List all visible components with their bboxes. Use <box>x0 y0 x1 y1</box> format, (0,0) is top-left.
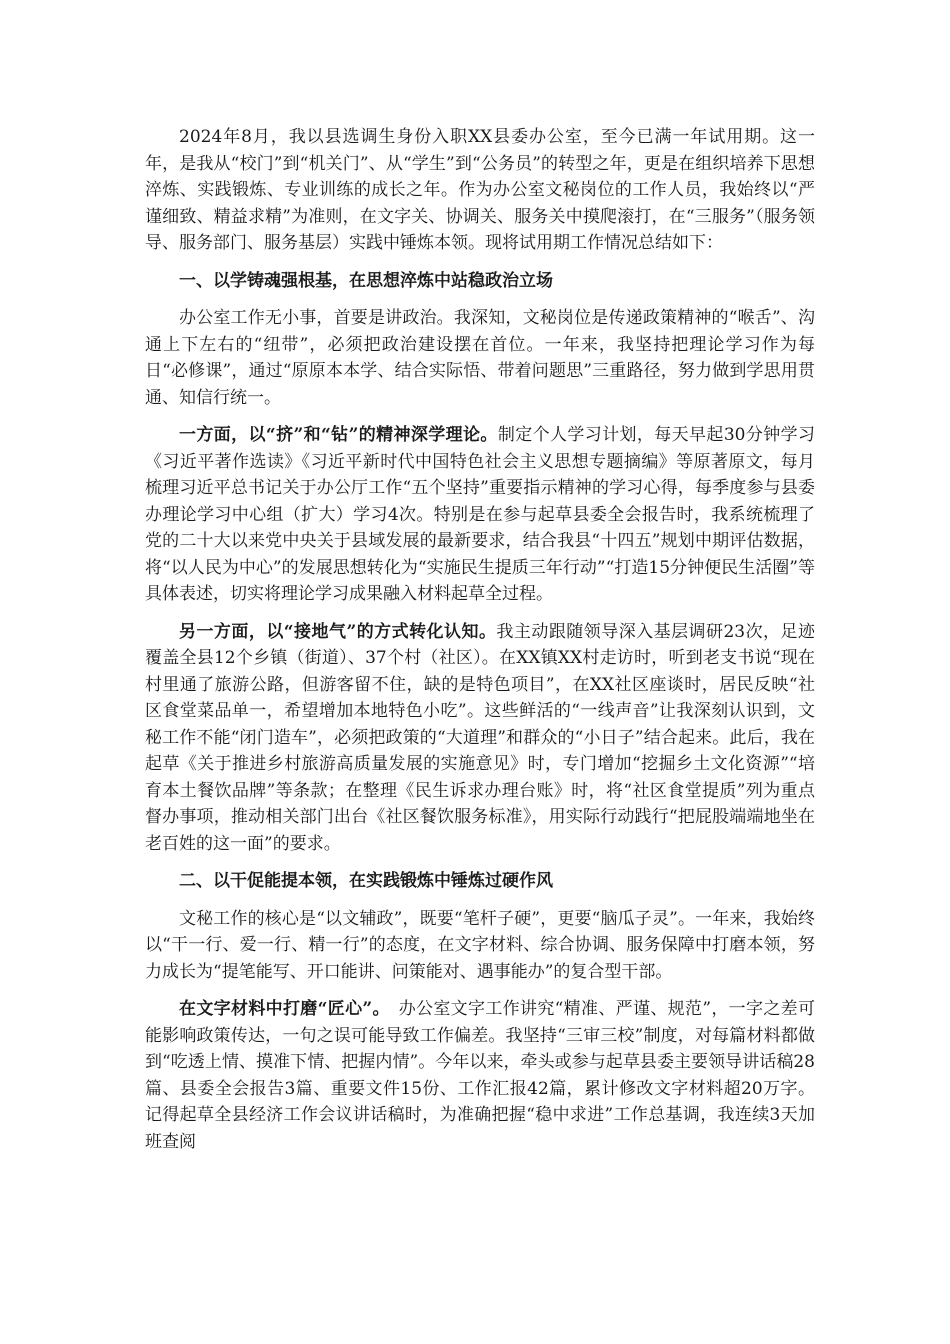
section-1-paragraph-2 <box>145 619 815 858</box>
section-2-paragraph-1-body: 办公室文字工作讲究“精准、严谨、规范”，一字之差可能影响政策传达，一句之误可能导致工作偏差。我坚持“三审三校”制度，对每篇材料都做到“吃透上情、摸准下情、把握内情”。今年以来，牵头或参与起草县委主要领导讲话稿28篇、县委全会报告3篇、重要文件15份、工作汇报42篇，累计修改文字材料超20万字。记得起草全县经济工作会议讲话稿时，为准确把握“稳中求进”工作总基调，我连续3天加班查阅 <box>145 999 815 1152</box>
section-1-paragraph-2-body: 我主动跟随领导深入基层调研23次，足迹覆盖全县12个乡镇（街道）、37个村（社区）。在XX镇XX村走访时，听到老支书说“现在村里通了旅游公路，但游客留不住，缺的是特色项目”，在XX社区座谈时，居民反映“社区食堂菜品单一，希望增加本地特色小吃”。这些鲜活的“一线声音”让我深刻认识到，文秘工作不能“闭门造车”，必须把政策的“大道理”和群众的“小日子”结合起来。此后，我在起草《关于推进乡村旅游高质量发展的实施意见》时，专门增加“挖掘乡土文化资源”“培育本土餐饮品牌”等条款；在整理《民生诉求办理台账》时，将“社区食堂提质”列为重点督办事项，推动相关部门出台《社区餐饮服务标准》，用实际行动践行“把屁股端端地坐在老百姓的这一面”的要求。 <box>145 621 815 854</box>
section-2-paragraph-1-lead: 在文字材料中打磨“匠心”。 <box>179 999 382 1019</box>
section-1-intro-paragraph: 办公室工作无小事，首要是讲政治。我深知，文秘岗位是传递政策精神的“喉舌”、沟通上下左右的“纽带”，必须把政治建设摆在首位。一年来，我坚持把理论学习作为每日“必修课”，通过“原原本本学、结合实际悟、带着问题思”三重路径，努力做到学思用贯通、知信行统一。 <box>145 308 815 408</box>
section-1-paragraph-1-body: 制定个人学习计划，每天早起30分钟学习《习近平著作选读》《习近平新时代中国特色社会主义思想专题摘编》等原著原文，每月梳理习近平总书记关于办公厅工作“五个坚持”重要指示精神的学习心得，每季度参与县委办理论学习中心组（扩大）学习4次。特别是在参与起草县委全会报告时，我系统梳理了党的二十大以来党中央关于县域发展的最新要求，结合我县“十四五”规划中期评估数据，将“以人民为中心”的发展思想转化为“实施民生提质三年行动”“打造15分钟便民生活圈”等具体表述，切实将理论学习成果融入材料起草全过程。 <box>145 425 815 604</box>
document-page <box>145 124 815 1166</box>
section-2-intro-paragraph: 文秘工作的核心是“以文辅政”，既要“笔杆子硬”，更要“脑瓜子灵”。一年来，我始终以“干一行、爱一行、精一行”的态度，在文字材料、综合协调、服务保障中打磨本领，努力成长为“提笔能写、开口能讲、问策能对、遇事能办”的复合型干部。 <box>145 908 815 982</box>
section-2-heading: 二、以干促能提本领，在实践锻炼中锤炼过硬作风 <box>179 871 553 891</box>
section-1-paragraph-1 <box>145 422 815 608</box>
section-2-paragraph-1 <box>145 996 815 1155</box>
intro-paragraph: 2024年8月，我以县选调生身份入职XX县委办公室，至今已满一年试用期。这一年，是我从“校门”到“机关门”、从“学生”到“公务员”的转型之年，更是在组织培养下思想淬炼、实践锻炼、专业训练的成长之年。作为办公室文秘岗位的工作人员，我始终以“严谨细致、精益求精”为准则，在文字关、协调关、服务关中摸爬滚打，在“三服务”（服务领导、服务部门、服务基层）实践中锤炼本领。现将试用期工作情况总结如下： <box>145 127 815 253</box>
section-1-paragraph-1-lead: 一方面，以“挤”和“钻”的精神深学理论。 <box>179 425 498 445</box>
section-1-heading: 一、以学铸魂强根基，在思想淬炼中站稳政治立场 <box>179 270 553 291</box>
section-1-paragraph-2-lead: 另一方面，以“接地气”的方式转化认知。 <box>179 621 497 642</box>
